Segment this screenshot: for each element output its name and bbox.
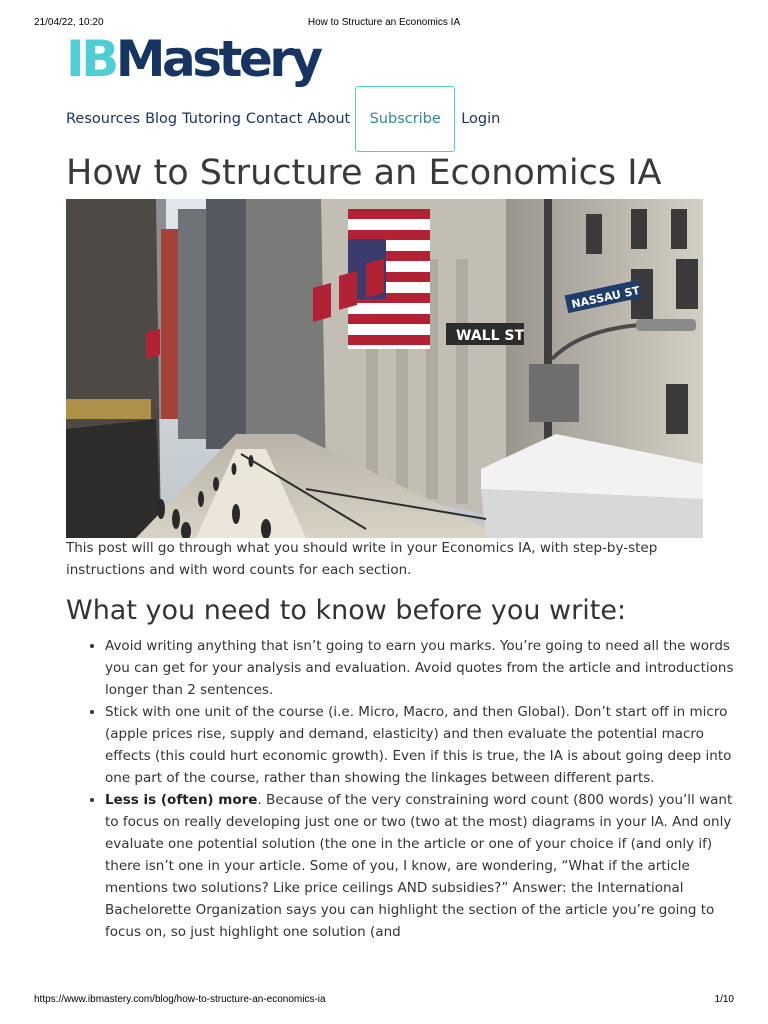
logo-ib: IB	[66, 30, 116, 88]
nav-contact[interactable]: Contact	[245, 111, 303, 127]
list-item-text: Stick with one unit of the course (i.e. Micro, Macro, and then Global). Don’t start off in micro (apple prices rise, supply and demand, elasticity) and then evaluate the potential macro effects (this could hurt economic growth). Even if this is true, the IA is about going deep into one part of the course, rather than showing the linkages between different parts.	[105, 704, 732, 786]
intro-text: This post will go through what you should write in your Economics IA, with step-by-step instructions and with word counts for each section.	[66, 540, 658, 578]
list-item-text: Avoid writing anything that isn’t going to earn you marks. You’re going to need all the words you can get for your analysis and evaluation. Avoid quotes from the article and introductions longer than 2 sentences.	[105, 638, 734, 698]
print-title: How to Structure an Economics IA	[307, 17, 461, 28]
list-item	[105, 789, 745, 943]
page-title: How to Structure an Economics IA	[66, 153, 662, 193]
list-item	[105, 701, 745, 789]
section-heading: What you need to know before you write:	[66, 595, 627, 626]
print-footer	[34, 994, 734, 1008]
print-date: 21/04/22, 10:20	[34, 17, 104, 28]
ibmastery-logo[interactable]	[66, 29, 320, 89]
wall-street-photo	[66, 199, 703, 538]
list-item-text: . Because of the very constraining word count (800 words) you’ll want to focus on really developing just one or two (two at the most) diagrams in your IA. And only evaluate one potential solution (the one in the article or one of your choice if (and only if) there isn’t one in your article. Some of you, I know, are wondering, “What if the article mentions two solutions? Like price ceilings AND subsidies?” Answer: the International Bachelorette Organization says you can highlight the section of the article you’re going to focus on, so just highlight one solution (and	[105, 792, 733, 940]
login-link[interactable]: Login	[461, 111, 501, 127]
subscribe-button[interactable]: Subscribe	[355, 86, 455, 152]
nav-about[interactable]: About	[307, 111, 351, 127]
print-url: https://www.ibmastery.com/blog/how-to-structure-an-economics-ia	[34, 994, 326, 1005]
logo-mastery: Mastery	[115, 30, 320, 88]
nassau-st-sign: NASSAU ST	[570, 283, 641, 312]
list-item-bold: Less is (often) more	[105, 792, 258, 808]
nav-tutoring[interactable]: Tutoring	[182, 111, 241, 127]
main-nav	[66, 86, 505, 152]
list-item	[105, 635, 745, 701]
nav-resources[interactable]: Resources	[66, 111, 141, 127]
nav-blog[interactable]: Blog	[145, 111, 178, 127]
tips-list	[66, 635, 745, 943]
page-number: 1/10	[714, 994, 734, 1005]
wall-st-sign: WALL ST	[456, 328, 524, 344]
